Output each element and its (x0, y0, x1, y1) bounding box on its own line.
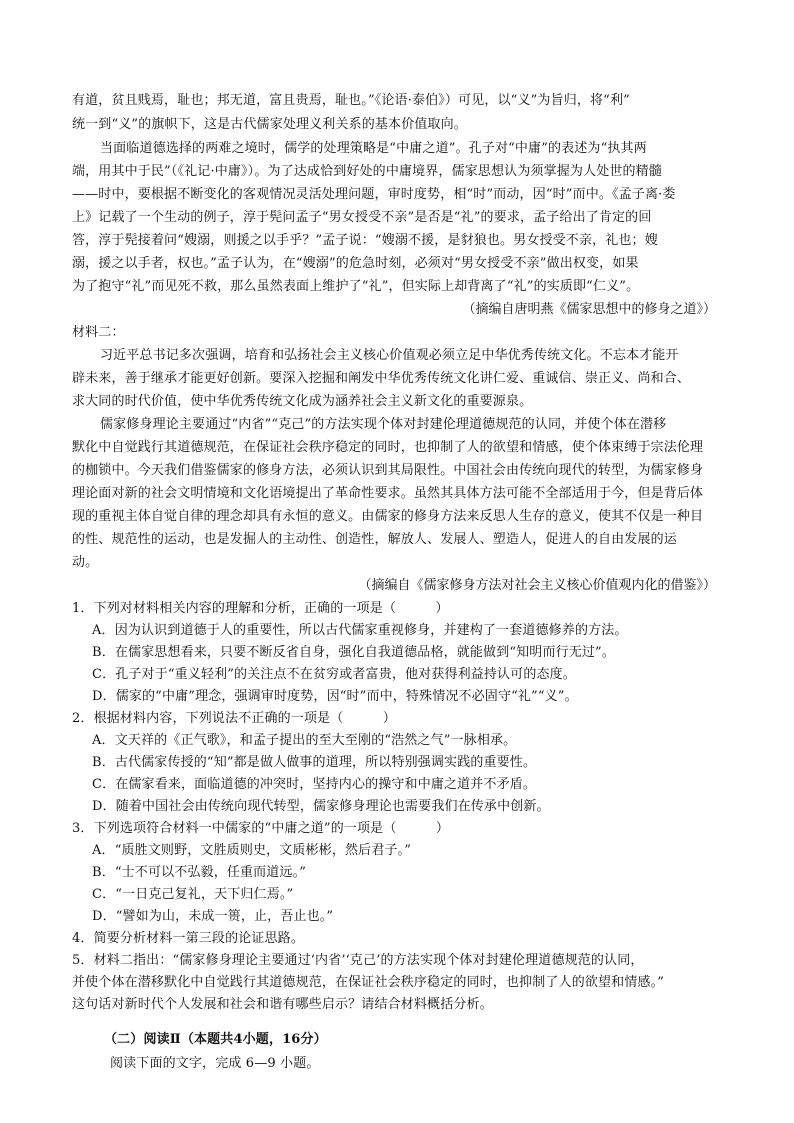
text-line: 辟未来，善于继承才能更好创新。要深入挖掘和阐发中华优秀传统文化讲仁爱、重诚信、崇正义、尚和合、 (72, 371, 691, 386)
text-line: ——时中，要根据不断变化的客观情况灵活处理问题，审时度势，相“时”而动，因“时”而中。《孟子离·娄 (72, 187, 676, 202)
source-citation: （摘编自《儒家修身方法对社会主义核心价值观内化的借鉴》） (358, 578, 716, 593)
text-line: 习近平总书记多次强调，培育和弘扬社会主义核心价值观必须立足中华优秀传统文化。不忘本才能开 (100, 348, 679, 363)
text-line: 为了抱守“礼”而见死不救，那么虽然表面上维护了“礼”，但实际上却背离了“礼”的实质即“仁义”。 (72, 279, 640, 294)
text-line: 有道，贫且贱焉，耻也；邦无道，富且贵焉，耻也。”《论语·泰伯》）可见，以“义”为旨归，将“利” (72, 93, 630, 108)
answer-option: B．古代儒家传授的“知”都是做人做事的道理，所以特别强调实践的重要性。 (92, 755, 537, 770)
answer-option: D．“譬如为山，未成一篑，止，吾止也。” (92, 909, 334, 924)
text-line: 动。 (72, 555, 99, 570)
material-heading: 材料二： (72, 325, 125, 340)
text-line: 的枷锁中。今天我们借鉴儒家的修身方法，必须认识到其局限性。中国社会由传统向现代的转型，为儒家修身 (72, 463, 704, 478)
answer-option: D．儒家的“中庸”理念，强调审时度势，因“时”而中，特殊情况不必固守“礼”“义”。 (92, 689, 578, 704)
section-instruction: 阅读下面的文字，完成 6—9 小题。 (110, 1056, 320, 1071)
text-line: 理论面对新的社会文明情境和文化语境提出了革命性要求。虽然其具体方法可能不全部适用于今，但是背后体 (72, 486, 704, 501)
answer-option: C．“一日克己复礼，天下归仁焉。” (92, 887, 294, 902)
text-line: 的性、规范性的运动，也是发掘人的主动性、创造性，解放人、发展人、塑造人，促进人的自由发展的运 (72, 532, 677, 547)
text-line: 溺，援之以手者，权也。”孟子认为，在“嫂溺”的危急时刻，必须对“男女授受不亲”做出权变，如果 (72, 256, 639, 271)
answer-option: B．在儒家思想看来，只要不断反省自身，强化自我道德品格，就能做到“知明而行无过”。 (92, 645, 615, 660)
answer-option: A．“质胜文则野，文胜质则史，文质彬彬，然后君子。” (92, 843, 412, 858)
source-citation: （摘编自唐明燕《儒家思想中的修身之道》） (462, 302, 716, 317)
answer-option: C．在儒家看来，面临道德的冲突时，坚持内心的操守和中庸之道并不矛盾。 (92, 777, 537, 792)
text-line: 儒家修身理论主要通过“内省”“克己”的方法实现个体对封建伦理道德规范的认同，并使个体在潜移 (100, 417, 667, 432)
question-line: 这句话对新时代个人发展和社会和谐有哪些启示？请结合材料概括分析。 (72, 997, 493, 1012)
text-line: 现的重视主体自觉自律的理念却具有永恒的意义。由儒家的修身方法来反思人生存的意义，使其不仅是一种目 (72, 509, 704, 524)
text-line: 上》记载了一个生动的例子，淳于髡问孟子“男女授受不亲”是否是“礼”的要求，孟子给出了肯定的回 (72, 210, 652, 225)
section-heading: （二）阅读Ⅱ（本题共4小题，16分） (104, 1032, 327, 1047)
question-stem: 1．下列对材料相关内容的理解和分析，正确的一项是（ ） (72, 601, 449, 616)
text-line: 当面临道德选择的两难之境时，儒学的处理策略是“中庸之道”。孔子对“中庸”的表述为“执其两 (100, 141, 647, 156)
text-line: 默化中自觉践行其道德规范，在保证社会秩序稳定的同时，也抑制了人的欲望和情感，使个体束缚于宗法伦理 (72, 440, 704, 455)
question-line: 并使个体在潜移默化中自觉践行其道德规范，在保证社会秩序稳定的同时，也抑制了人的欲望和情感。” (72, 975, 665, 990)
answer-option: A．因为认识到道德于人的重要性，所以古代儒家重视修身，并建构了一套道德修养的方法。 (92, 623, 628, 638)
text-line: 端，用其中于民”（《礼记·中庸》）。为了达成恰到好处的中庸境界，儒家思想认为须掌握为人处世的精髓 (72, 164, 662, 179)
answer-option: B．“士不可以不弘毅，任重而道远。” (92, 865, 307, 880)
question-stem: 5．材料二指出：“儒家修身理论主要通过‘内省’‘克己’的方法实现个体对封建伦理道德规范的认同， (72, 953, 644, 968)
text-line: 统一到“义”的旗帜下，这是古代儒家处理义利关系的基本价值取向。 (72, 117, 467, 132)
question-stem: 2．根据材料内容，下列说法不正确的一项是（ ） (72, 711, 397, 726)
answer-option: D．随着中国社会由传统向现代转型，儒家修身理论也需要我们在传承中创新。 (92, 799, 550, 814)
text-line: 答，淳于髡接着问“嫂溺，则援之以手乎？”孟子说：“嫂溺不援，是豺狼也。男女授受不亲，礼也；嫂 (72, 233, 658, 248)
answer-option: C．孔子对于“重义轻利”的关注点不在贫穷或者富贵，他对获得利益持认可的态度。 (92, 667, 576, 682)
text-line: 求大同的时代价值，使中华优秀传统文化成为涵养社会主义新文化的重要源泉。 (72, 394, 533, 409)
answer-option: A．文天祥的《正气歌》，和孟子提出的至大至刚的“浩然之气”一脉相承。 (92, 733, 517, 748)
question-stem: 3．下列选项符合材料一中儒家的“中庸之道”的一项是（ ） (72, 821, 450, 836)
question-stem: 4．简要分析材料一第三段的论证思路。 (72, 931, 304, 946)
